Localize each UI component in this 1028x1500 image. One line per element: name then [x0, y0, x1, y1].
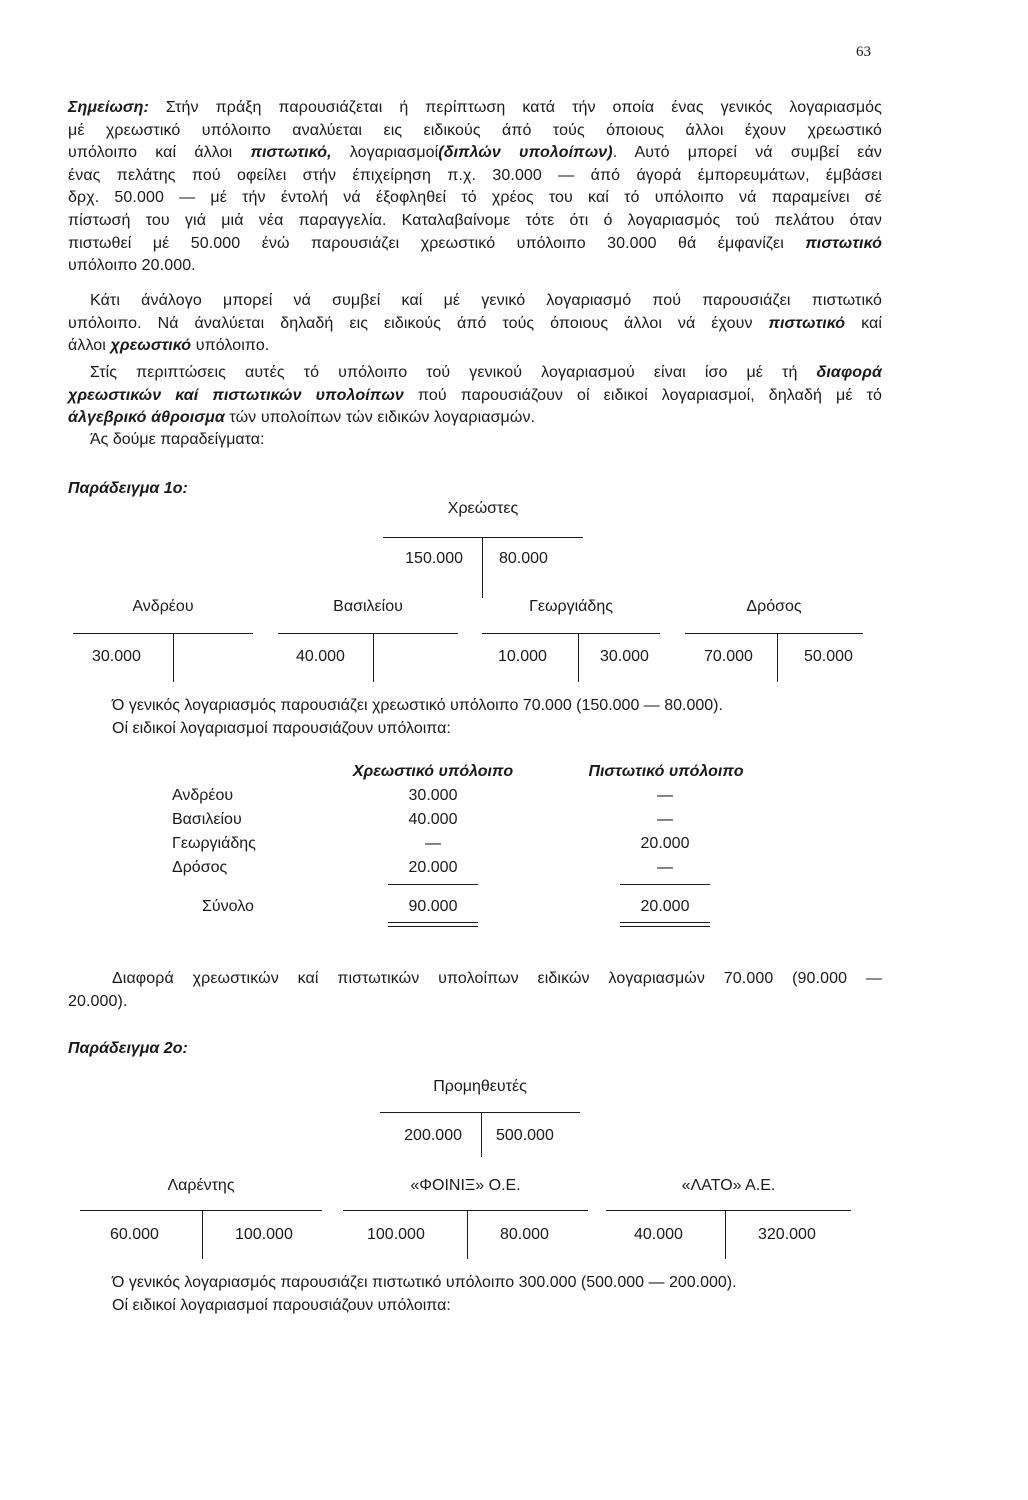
t-account-divider [173, 634, 174, 682]
account-foinix-debit: 100.000 [367, 1226, 425, 1243]
account-georgiadis-title: Γεωργιάδης [529, 598, 613, 615]
balance-row-debit: 20.000 [408, 859, 458, 876]
t-account-divider [481, 1113, 482, 1157]
note-label: Σημείωση: [68, 99, 149, 116]
t-account-divider [373, 634, 374, 682]
difference-line-1: Διαφορά χρεωστικών καί πιστωτικών υπολοίπων ειδικών λογαριασμών 70.000 (90.000 — [112, 970, 882, 987]
t-account-line [482, 633, 660, 634]
t-account-line [73, 633, 253, 634]
note-line-8: υπόλοιπο 20.000. [68, 257, 196, 275]
difference-line-2: 20.000). [68, 992, 128, 1010]
account-vasileiou-title: Βασιλείου [333, 598, 403, 615]
balance-row-credit: 20.000 [640, 835, 690, 852]
t-account-divider [482, 538, 483, 598]
account-larentis-credit: 100.000 [235, 1226, 293, 1243]
general-account-2-title: Προμηθευτές [433, 1078, 527, 1095]
note-paragraph [68, 97, 882, 278]
t-account-line [685, 633, 863, 634]
general-account-1-credit: 80.000 [499, 550, 548, 567]
double-rule-debit [388, 922, 478, 927]
balance-row-credit: — [657, 859, 673, 876]
general-account-2-debit: 200.000 [404, 1127, 462, 1144]
account-larentis-title: Λαρέντης [167, 1177, 235, 1194]
t-account-line [278, 633, 458, 634]
balance-row-credit: — [657, 787, 673, 804]
account-lato-debit: 40.000 [634, 1226, 683, 1243]
note-line-4: ένας πελάτης πού οφείλει στήν έπιχείρηση π.χ. 30.000 — άπό άγορά έμπορευμάτων, έμβάσει [68, 166, 882, 184]
t-account-line [606, 1210, 851, 1211]
t-account-divider [202, 1211, 203, 1259]
balance-total-credit: 20.000 [640, 898, 690, 915]
account-andreou-title: Ανδρέου [132, 598, 194, 615]
balance-row-debit: 30.000 [408, 787, 458, 804]
para3-line-3: άλγεβρικό άθροισμα τών υπολοίπων τών ειδικών λογαριασμών. [68, 409, 536, 427]
account-drosos-debit: 70.000 [704, 648, 753, 665]
account-larentis-debit: 60.000 [110, 1226, 159, 1243]
t-account-divider [777, 634, 778, 682]
double-rule-credit [620, 922, 710, 927]
para3-line-2: χρεωστικών καί πιστωτικών υπολοίπων πού παρουσιάζουν οί ειδικοί λογαριασμοί, δηλαδή μέ τό [68, 386, 883, 404]
note-line-6: πίστωσή του γιά μιά νέα παραγγελία. Καταλαβαίνομε τότε ότι ό λογαριασμός τού πελάτου όταν [68, 211, 882, 229]
col-header-credit-balance: Πιστωτικό υπόλοιπο [588, 763, 744, 780]
sum-rule-credit [620, 884, 710, 885]
page-number: 63 [856, 44, 871, 60]
account-drosos-credit: 50.000 [804, 648, 853, 665]
account-drosos-title: Δρόσος [746, 598, 802, 615]
note-line-2: μέ χρεωστικό υπόλοιπο αναλύεται εις ειδικούς άπό τούς όποιους άλλοι έχουν χρεωστικό [68, 121, 882, 139]
paragraph-4: Άς δούμε παραδείγματα: [90, 431, 265, 448]
para2-line-1: Κάτι άνάλογο μπορεί νά συμβεί καί μέ γενικό λογαριασμό πού παρουσιάζει πιστωτικό [90, 292, 882, 309]
t-account-line [80, 1210, 322, 1211]
account-andreou-debit: 30.000 [92, 648, 141, 665]
example-1-summary-2: Οί ειδικοί λογαριασμοί παρουσιάζουν υπόλοιπα: [112, 720, 451, 737]
paragraph-3 [68, 362, 882, 430]
balance-row-debit: — [425, 835, 441, 852]
account-foinix-credit: 80.000 [500, 1226, 549, 1243]
t-account-divider [578, 634, 579, 682]
t-account-divider [725, 1211, 726, 1259]
note-line-7: πιστωθεί μέ 50.000 ένώ παρουσιάζει χρεωστικό υπόλοιπο 30.000 θά έμφανίζει πιστωτικό [68, 234, 882, 252]
para2-line-2: υπόλοιπο. Νά άναλύεται δηλαδή εις ειδικούς άπό τούς όποιους άλλοι νά έχουν πιστωτικό καί [68, 314, 883, 332]
sum-rule-debit [388, 884, 478, 885]
account-georgiadis-credit: 30.000 [600, 648, 649, 665]
para3-line-1: Στίς περιπτώσεις αυτές τό υπόλοιπο τού γενικού λογαριασμού είναι ίσο μέ τή διαφορά [90, 364, 882, 381]
balance-row-name: Ανδρέου [172, 787, 234, 804]
example-2-summary-2: Οί ειδικοί λογαριασμοί παρουσιάζουν υπόλοιπα: [112, 1297, 451, 1314]
balance-row-debit: 40.000 [408, 811, 458, 828]
balance-row-name: Δρόσος [172, 859, 228, 876]
para2-line-3: άλλοι χρεωστικό υπόλοιπο. [68, 337, 270, 355]
t-account-line [380, 1112, 580, 1113]
col-header-debit-balance: Χρεωστικό υπόλοιπο [352, 763, 514, 780]
paragraph-2 [68, 290, 882, 358]
example-2-heading: Παράδειγμα 2ο: [68, 1040, 188, 1057]
example-1-summary-1: Ό γενικός λογαριασμός παρουσιάζει χρεωστικό υπόλοιπο 70.000 (150.000 — 80.000). [112, 697, 723, 714]
difference-paragraph [68, 968, 882, 1013]
note-line-3: υπόλοιπο καί άλλοι πιστωτικό, λογαριασμοί(διπλών υπολοίπων). Αυτό μπορεί νά συμβεί εάν [68, 144, 882, 162]
general-account-2-credit: 500.000 [496, 1127, 554, 1144]
balance-total-label: Σύνολο [202, 898, 254, 915]
note-line-5: δρχ. 50.000 — μέ τήν έντολή νά έξοφληθεί τό χρέος του καί τό υπόλοιπο νά παραμείνει σέ [68, 189, 882, 207]
balance-row-name: Γεωργιάδης [172, 835, 256, 852]
account-lato-credit: 320.000 [758, 1226, 816, 1243]
balance-row-credit: — [657, 811, 673, 828]
account-georgiadis-debit: 10.000 [498, 648, 547, 665]
t-account-line [343, 1210, 588, 1211]
balance-row-name: Βασιλείου [172, 811, 242, 828]
t-account-line [383, 537, 583, 538]
general-account-1-title: Χρεώστες [447, 500, 519, 517]
example-1-heading: Παράδειγμα 1ο: [68, 480, 188, 497]
account-foinix-title: «ΦΟΙΝΙΞ» Ο.Ε. [410, 1177, 521, 1194]
t-account-divider [467, 1211, 468, 1259]
note-line-1: Σημείωση: Στήν πράξη παρουσιάζεται ή περίπτωση κατά τήν οποία ένας γενικός λογαριασμός [68, 99, 882, 116]
account-vasileiou-debit: 40.000 [296, 648, 345, 665]
general-account-1-debit: 150.000 [405, 550, 463, 567]
account-lato-title: «ΛΑΤΟ» Α.Ε. [681, 1177, 776, 1194]
balance-total-debit: 90.000 [408, 898, 458, 915]
example-2-summary-1: Ό γενικός λογαριασμός παρουσιάζει πιστωτικό υπόλοιπο 300.000 (500.000 — 200.000). [112, 1274, 737, 1291]
